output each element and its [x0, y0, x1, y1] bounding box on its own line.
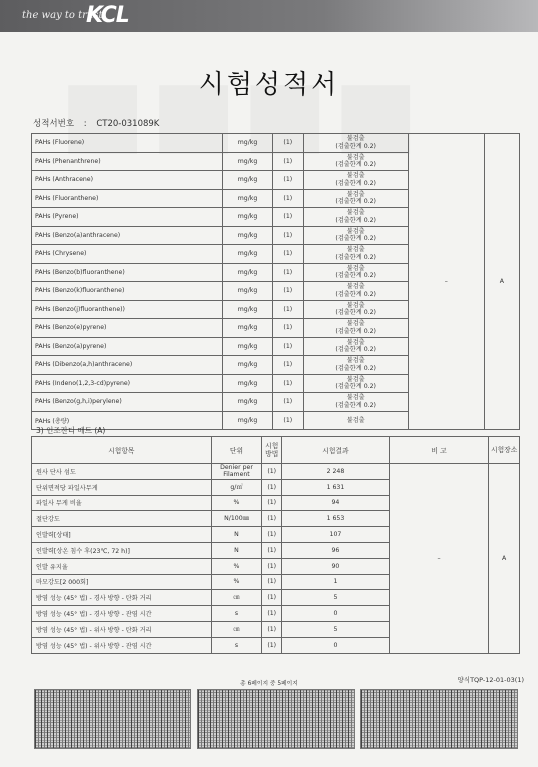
- cell-method: (1): [273, 411, 303, 430]
- cell-item: PAHs (Chrysene): [32, 245, 223, 264]
- result-line-1: 불검출: [346, 209, 365, 217]
- result-line-2: (검출한계 0.2): [335, 346, 376, 354]
- cell-item: PAHs (Benzo(g,h,i)perylene): [32, 393, 223, 412]
- cell-result: [303, 411, 408, 430]
- cell-result: [303, 319, 408, 338]
- security-barcode-left: [34, 689, 191, 749]
- footer-page-number: 총 6페이지 중 5페이지: [240, 681, 298, 687]
- cell-method: (1): [262, 542, 282, 558]
- cell-result: [303, 189, 408, 208]
- document-title: 시험성적서: [198, 70, 340, 100]
- cell-remark: –: [389, 464, 489, 654]
- cell-method: (1): [273, 152, 303, 171]
- cell-unit: mg/kg: [222, 300, 272, 319]
- cell-item: PAHs (Anthracene): [32, 171, 223, 190]
- cell-item: PAHs (Benzo(e)pyrene): [32, 319, 223, 338]
- cell-result: [303, 374, 408, 393]
- cell-item: 인발력[상온 침수 후(23℃, 72 h)]: [32, 542, 212, 558]
- cell-result: 1 653: [282, 511, 390, 527]
- result-line-1: 불검출: [346, 320, 365, 328]
- cell-result: 1: [282, 574, 390, 590]
- result-line-1: 불검출: [346, 264, 365, 272]
- cell-item: 방염 성능 (45° 법) - 경사 방향 - 잔염 시간: [32, 606, 212, 622]
- cell-unit: mg/kg: [222, 282, 272, 301]
- cell-result: [303, 337, 408, 356]
- turf-results-table: [31, 436, 520, 654]
- cell-item: PAHs (총량): [32, 411, 223, 430]
- cell-unit: s: [211, 637, 262, 653]
- cell-unit: %: [211, 558, 262, 574]
- cell-unit: mg/kg: [222, 134, 272, 153]
- cell-method: (1): [262, 511, 282, 527]
- cell-result: [303, 245, 408, 264]
- cell-unit: N/100㎜: [211, 511, 262, 527]
- cell-item: 인발 유지율: [32, 558, 212, 574]
- cell-unit: ㎝: [211, 590, 262, 606]
- result-line-1: 불검출: [346, 227, 365, 235]
- cell-method: (1): [262, 558, 282, 574]
- cell-unit: mg/kg: [222, 263, 272, 282]
- security-barcode-middle: [197, 689, 355, 749]
- cell-unit: s: [211, 606, 262, 622]
- header-result: 시험결과: [282, 437, 390, 464]
- header-remark: 비 고: [389, 437, 489, 464]
- cell-item: PAHs (Benzo(a)pyrene): [32, 337, 223, 356]
- cell-result: [303, 263, 408, 282]
- cell-result: [303, 134, 408, 153]
- report-number-label: 성적서번호: [33, 119, 75, 129]
- result-line-2: (검출한계 0.2): [335, 401, 376, 409]
- cell-method: (1): [273, 171, 303, 190]
- cell-method: (1): [273, 282, 303, 301]
- cell-result: 0: [282, 606, 390, 622]
- cell-unit: mg/kg: [222, 189, 272, 208]
- cell-method: (1): [273, 300, 303, 319]
- cell-method: (1): [262, 479, 282, 495]
- cell-result: [303, 152, 408, 171]
- cell-method: (1): [262, 574, 282, 590]
- cell-method: (1): [262, 621, 282, 637]
- result-line-1: 불검출: [346, 172, 365, 180]
- cell-result: [303, 208, 408, 227]
- cell-result: 94: [282, 495, 390, 511]
- cell-item: 원사 단사 섬도: [32, 464, 212, 480]
- cell-item: 인발력[상태]: [32, 527, 212, 543]
- cell-result: [303, 300, 408, 319]
- report-number-value: CT20-031089K: [96, 119, 160, 129]
- cell-method: (1): [273, 263, 303, 282]
- cell-method: (1): [262, 495, 282, 511]
- cell-method: (1): [262, 606, 282, 622]
- cell-item: PAHs (Benzo(b)fluoranthene): [32, 263, 223, 282]
- result-line-2: (검출한계 0.2): [335, 383, 376, 391]
- cell-unit: mg/kg: [222, 226, 272, 245]
- cell-method: (1): [262, 464, 282, 480]
- cell-item: 방염 성능 (45° 법) - 위사 방향 - 잔염 시간: [32, 637, 212, 653]
- cell-result: 2 248: [282, 464, 390, 480]
- cell-result: 96: [282, 542, 390, 558]
- result-line-2: (검출한계 0.2): [335, 272, 376, 280]
- result-line-2: (검출한계 0.2): [335, 142, 376, 150]
- cell-remark: –: [408, 134, 484, 430]
- cell-result: 5: [282, 621, 390, 637]
- cell-method: (1): [273, 226, 303, 245]
- cell-test-place: A: [489, 464, 520, 654]
- result-line-1: 불검출: [346, 190, 365, 198]
- cell-item: 파일사 무게 비율: [32, 495, 212, 511]
- cell-method: (1): [262, 590, 282, 606]
- kcl-logo: KCL: [86, 3, 129, 28]
- result-line-2: (검출한계 0.2): [335, 364, 376, 372]
- cell-unit: g/㎡: [211, 479, 262, 495]
- result-line-2: (검출한계 0.2): [335, 309, 376, 317]
- cell-item: 방염 성능 (45° 법) - 경사 방향 - 탄화 거리: [32, 590, 212, 606]
- cell-method: (1): [273, 374, 303, 393]
- cell-method: (1): [273, 356, 303, 375]
- cell-unit: mg/kg: [222, 319, 272, 338]
- result-line-2: (검출한계 0.2): [335, 179, 376, 187]
- cell-method: (1): [273, 189, 303, 208]
- cell-result: 1 631: [282, 479, 390, 495]
- cell-result: [303, 171, 408, 190]
- cell-method: (1): [273, 393, 303, 412]
- cell-result: [303, 226, 408, 245]
- cell-item: PAHs (Fluoranthene): [32, 189, 223, 208]
- table-header-row: [32, 437, 520, 464]
- cell-method: (1): [262, 637, 282, 653]
- cell-result: [303, 393, 408, 412]
- cell-result: [303, 282, 408, 301]
- result-line-2: (검출한계 0.2): [335, 327, 376, 335]
- cell-method: (1): [262, 527, 282, 543]
- result-line-1: 불검출: [346, 135, 365, 143]
- cell-item: 마모강도[2 000회]: [32, 574, 212, 590]
- result-line-2: (검출한계 0.2): [335, 161, 376, 169]
- cell-unit: mg/kg: [222, 171, 272, 190]
- cell-item: PAHs (Phenanthrene): [32, 152, 223, 171]
- table-row: [32, 464, 520, 480]
- cell-item: 절단강도: [32, 511, 212, 527]
- report-number: [33, 117, 159, 129]
- report-number-separator: :: [83, 119, 87, 129]
- footer-form-code: 양식TQP-12-01-03(1): [457, 676, 524, 684]
- result-line-1: 불검출: [346, 153, 365, 161]
- cell-item: PAHs (Benzo(k)fluoranthene): [32, 282, 223, 301]
- header-unit: 단위: [211, 437, 262, 464]
- result-line-2: (검출한계 0.2): [335, 290, 376, 298]
- cell-item: PAHs (Pyrene): [32, 208, 223, 227]
- cell-unit: mg/kg: [222, 337, 272, 356]
- cell-unit: mg/kg: [222, 208, 272, 227]
- header-item: 시험항목: [32, 437, 212, 464]
- result-line-2: (검출한계 0.2): [335, 216, 376, 224]
- result-line-1: 불검출: [346, 246, 365, 254]
- cell-method: (1): [273, 134, 303, 153]
- pah-results-table: [31, 133, 520, 430]
- result-line-2: (검출한계 0.2): [335, 235, 376, 243]
- cell-item: 단위면적당 파일사무게: [32, 479, 212, 495]
- cell-unit: N: [211, 527, 262, 543]
- security-barcode-right: [360, 689, 518, 749]
- cell-item: 방염 성능 (45° 법) - 위사 방향 - 탄화 거리: [32, 621, 212, 637]
- cell-result: 90: [282, 558, 390, 574]
- cell-unit: mg/kg: [222, 356, 272, 375]
- cell-unit: N: [211, 542, 262, 558]
- cell-method: (1): [273, 245, 303, 264]
- result-line-1: 불검출: [346, 357, 365, 365]
- cell-unit: mg/kg: [222, 393, 272, 412]
- result-line-1: 불검출: [346, 338, 365, 346]
- cell-item: PAHs (Benzo(j)fluoranthene)): [32, 300, 223, 319]
- cell-method: (1): [273, 319, 303, 338]
- cell-result: 107: [282, 527, 390, 543]
- cell-unit: mg/kg: [222, 152, 272, 171]
- result-line-1: 불검출: [346, 301, 365, 309]
- result-line-1: 불검출: [346, 394, 365, 402]
- table-row: [32, 134, 520, 153]
- cell-unit: mg/kg: [222, 411, 272, 430]
- cell-unit: Denier per Filament: [211, 464, 262, 480]
- result-line-1: 불검출: [346, 416, 365, 424]
- result-line-1: 불검출: [346, 375, 365, 383]
- cell-unit: mg/kg: [222, 245, 272, 264]
- result-line-1: 불검출: [346, 283, 365, 291]
- result-line-2: (검출한계 0.2): [335, 253, 376, 261]
- header-tagline: the way to trust: [22, 10, 103, 21]
- cell-result: 0: [282, 637, 390, 653]
- header-place: 시험장소: [489, 437, 520, 464]
- cell-item: PAHs (Indeno(1,2,3-cd)pyrene): [32, 374, 223, 393]
- cell-unit: %: [211, 574, 262, 590]
- cell-unit: mg/kg: [222, 374, 272, 393]
- section-3-title: 3) 인조잔디 매트 (A): [36, 426, 106, 435]
- cell-unit: ㎝: [211, 621, 262, 637]
- cell-unit: %: [211, 495, 262, 511]
- cell-item: PAHs (Dibenzo(a,h)anthracene): [32, 356, 223, 375]
- header-method: 시험방법: [262, 437, 282, 464]
- cell-method: (1): [273, 337, 303, 356]
- header-bar: [0, 0, 538, 32]
- cell-item: PAHs (Fluorene): [32, 134, 223, 153]
- cell-result: [303, 356, 408, 375]
- result-line-2: (검출한계 0.2): [335, 198, 376, 206]
- cell-method: (1): [273, 208, 303, 227]
- cell-test-place: A: [484, 134, 519, 430]
- cell-item: PAHs (Benzo(a)anthracene): [32, 226, 223, 245]
- cell-result: 5: [282, 590, 390, 606]
